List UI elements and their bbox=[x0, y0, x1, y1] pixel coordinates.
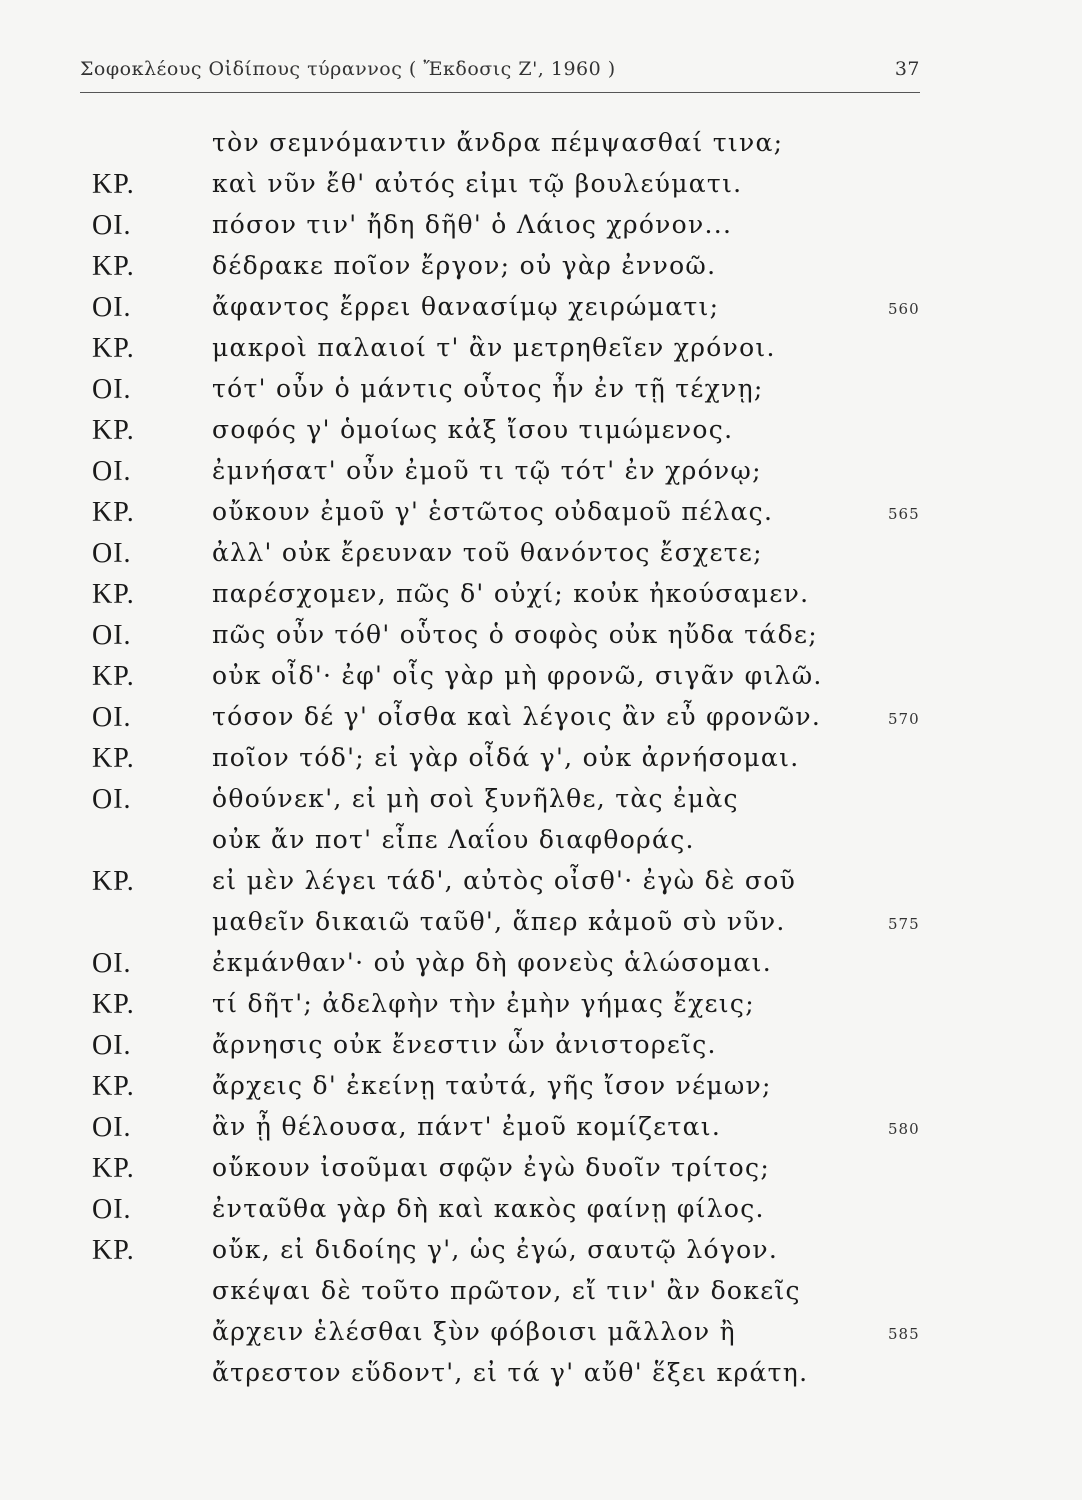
verse-line bbox=[0, 661, 1082, 702]
verse-line bbox=[0, 579, 1082, 620]
verse-line bbox=[0, 1071, 1082, 1112]
verse-text: πόσον τιν' ἤδη δῆθ' ὁ Λάιος χρόνον... bbox=[212, 210, 733, 239]
verse-text: εἰ μὲν λέγει τάδ', αὐτὸς οἶσθ'· ἐγὼ δὲ σοῦ bbox=[212, 866, 797, 895]
verse-line bbox=[0, 784, 1082, 825]
speaker-label: ΚΡ. bbox=[92, 989, 135, 1020]
line-number: 570 bbox=[888, 710, 920, 728]
verse-text: ἄφαντος ἔρρει θανασίμῳ χειρώματι; bbox=[212, 292, 720, 321]
line-number: 585 bbox=[888, 1325, 920, 1343]
verse-line bbox=[0, 538, 1082, 579]
speaker-label: ΚΡ. bbox=[92, 497, 135, 528]
verse-text: οὐκ οἶδ'· ἐφ' οἷς γὰρ μὴ φρονῶ, σιγᾶν φιλῶ. bbox=[212, 661, 823, 690]
verse-line bbox=[0, 415, 1082, 456]
verse-text: ἄρχειν ἑλέσθαι ξὺν φόβοισι μᾶλλον ἢ bbox=[212, 1317, 736, 1346]
header-title: Σοφοκλέους Οἰδίπους τύραννος ( Ἔκδοσις Ζ', 1960 ) bbox=[80, 58, 616, 80]
speaker-label: ΟΙ. bbox=[92, 620, 132, 651]
verse-text: ἀλλ' οὐκ ἔρευναν τοῦ θανόντος ἔσχετε; bbox=[212, 538, 763, 567]
verse-line bbox=[0, 1276, 1082, 1317]
page-number: 37 bbox=[894, 58, 920, 80]
speaker-label: ΟΙ. bbox=[92, 1030, 132, 1061]
verse-line bbox=[0, 948, 1082, 989]
verse-line bbox=[0, 1112, 1082, 1153]
speaker-label: ΚΡ. bbox=[92, 743, 135, 774]
speaker-label: ΟΙ. bbox=[92, 538, 132, 569]
verse-text: ἐνταῦθα γὰρ δὴ καὶ κακὸς φαίνῃ φίλος. bbox=[212, 1194, 765, 1223]
verse-text: μαθεῖν δικαιῶ ταῦθ', ἅπερ κἀμοῦ σὺ νῦν. bbox=[212, 907, 786, 936]
verse-line bbox=[0, 1194, 1082, 1235]
speaker-label: ΟΙ. bbox=[92, 948, 132, 979]
speaker-label: ΚΡ. bbox=[92, 579, 135, 610]
speaker-label: ΟΙ. bbox=[92, 1112, 132, 1143]
verse-text: τόσον δέ γ' οἶσθα καὶ λέγοις ἂν εὖ φρονῶν. bbox=[212, 702, 822, 731]
verse-line bbox=[0, 866, 1082, 907]
speaker-label: ΟΙ. bbox=[92, 702, 132, 733]
speaker-label: ΟΙ. bbox=[92, 456, 132, 487]
verse-text: οὔκουν ἐμοῦ γ' ἑστῶτος οὐδαμοῦ πέλας. bbox=[212, 497, 774, 526]
verse-text: ἄτρεστον εὕδοντ', εἰ τά γ' αὔθ' ἕξει κράτη. bbox=[212, 1358, 809, 1387]
line-number: 560 bbox=[888, 300, 920, 318]
verse-line bbox=[0, 989, 1082, 1030]
verse-text: οὔκ, εἰ διδοίης γ', ὡς ἐγώ, σαυτῷ λόγον. bbox=[212, 1235, 779, 1264]
verse-line bbox=[0, 1317, 1082, 1358]
verse-line bbox=[0, 292, 1082, 333]
speaker-label: ΚΡ. bbox=[92, 1153, 135, 1184]
verse-text: ἄρχεις δ' ἐκείνῃ ταὐτά, γῆς ἴσον νέμων; bbox=[212, 1071, 772, 1100]
verse-line bbox=[0, 169, 1082, 210]
speaker-label: ΚΡ. bbox=[92, 251, 135, 282]
speaker-label: ΟΙ. bbox=[92, 784, 132, 815]
speaker-label: ΚΡ. bbox=[92, 415, 135, 446]
speaker-label: ΚΡ. bbox=[92, 1235, 135, 1266]
running-header bbox=[80, 58, 920, 80]
verse-text: ἐμνήσατ' οὖν ἐμοῦ τι τῷ τότ' ἐν χρόνῳ; bbox=[212, 456, 762, 485]
speaker-label: ΚΡ. bbox=[92, 866, 135, 897]
verse-text: ἂν ᾖ θέλουσα, πάντ' ἐμοῦ κομίζεται. bbox=[212, 1112, 722, 1141]
verse-line bbox=[0, 907, 1082, 948]
verse-line bbox=[0, 374, 1082, 415]
line-number: 575 bbox=[888, 915, 920, 933]
verse-block bbox=[0, 128, 1082, 1399]
verse-line bbox=[0, 128, 1082, 169]
speaker-label: ΚΡ. bbox=[92, 333, 135, 364]
line-number: 580 bbox=[888, 1120, 920, 1138]
verse-text: παρέσχομεν, πῶς δ' οὐχί; κοὐκ ἠκούσαμεν. bbox=[212, 579, 810, 608]
speaker-label: ΟΙ. bbox=[92, 1194, 132, 1225]
verse-line bbox=[0, 743, 1082, 784]
speaker-label: ΟΙ. bbox=[92, 374, 132, 405]
verse-line bbox=[0, 1358, 1082, 1399]
speaker-label: ΟΙ. bbox=[92, 210, 132, 241]
speaker-label: ΚΡ. bbox=[92, 1071, 135, 1102]
verse-line bbox=[0, 1030, 1082, 1071]
speaker-label: ΚΡ. bbox=[92, 661, 135, 692]
verse-text: οὐκ ἄν ποτ' εἶπε Λαΐου διαφθοράς. bbox=[212, 825, 695, 854]
speaker-label: ΚΡ. bbox=[92, 169, 135, 200]
verse-line bbox=[0, 620, 1082, 661]
verse-text: τί δῆτ'; ἀδελφὴν τὴν ἐμὴν γήμας ἔχεις; bbox=[212, 989, 755, 1018]
speaker-label: ΟΙ. bbox=[92, 292, 132, 323]
verse-text: δέδρακε ποῖον ἔργον; οὐ γὰρ ἐννοῶ. bbox=[212, 251, 717, 280]
verse-text: ἐκμάνθαν'· οὐ γὰρ δὴ φονεὺς ἁλώσομαι. bbox=[212, 948, 772, 977]
verse-text: ἄρνησις οὐκ ἔνεστιν ὧν ἀνιστορεῖς. bbox=[212, 1030, 717, 1059]
verse-text: ποῖον τόδ'; εἰ γὰρ οἶδά γ', οὐκ ἀρνήσομαι. bbox=[212, 743, 800, 772]
verse-line bbox=[0, 456, 1082, 497]
verse-text: ὁθούνεκ', εἰ μὴ σοὶ ξυνῆλθε, τὰς ἐμὰς bbox=[212, 784, 739, 813]
verse-text: τότ' οὖν ὁ μάντις οὗτος ἦν ἐν τῇ τέχνῃ; bbox=[212, 374, 764, 403]
verse-line bbox=[0, 825, 1082, 866]
verse-text: σκέψαι δὲ τοῦτο πρῶτον, εἴ τιν' ἂν δοκεῖς bbox=[212, 1276, 801, 1305]
verse-text: μακροὶ παλαιοί τ' ἂν μετρηθεῖεν χρόνοι. bbox=[212, 333, 776, 362]
verse-text: οὔκουν ἰσοῦμαι σφῷν ἐγὼ δυοῖν τρίτος; bbox=[212, 1153, 771, 1182]
verse-line bbox=[0, 702, 1082, 743]
verse-line bbox=[0, 1153, 1082, 1194]
verse-text: σοφός γ' ὁμοίως κἀξ ἴσου τιμώμενος. bbox=[212, 415, 734, 444]
verse-line bbox=[0, 333, 1082, 374]
verse-line bbox=[0, 1235, 1082, 1276]
verse-line bbox=[0, 251, 1082, 292]
verse-line bbox=[0, 497, 1082, 538]
verse-text: τὸν σεμνόμαντιν ἄνδρα πέμψασθαί τινα; bbox=[212, 128, 784, 157]
verse-text: καὶ νῦν ἔθ' αὐτός εἰμι τῷ βουλεύματι. bbox=[212, 169, 743, 198]
header-rule bbox=[80, 92, 920, 93]
line-number: 565 bbox=[888, 505, 920, 523]
verse-text: πῶς οὖν τόθ' οὗτος ὁ σοφὸς οὐκ ηὔδα τάδε; bbox=[212, 620, 818, 649]
verse-line bbox=[0, 210, 1082, 251]
